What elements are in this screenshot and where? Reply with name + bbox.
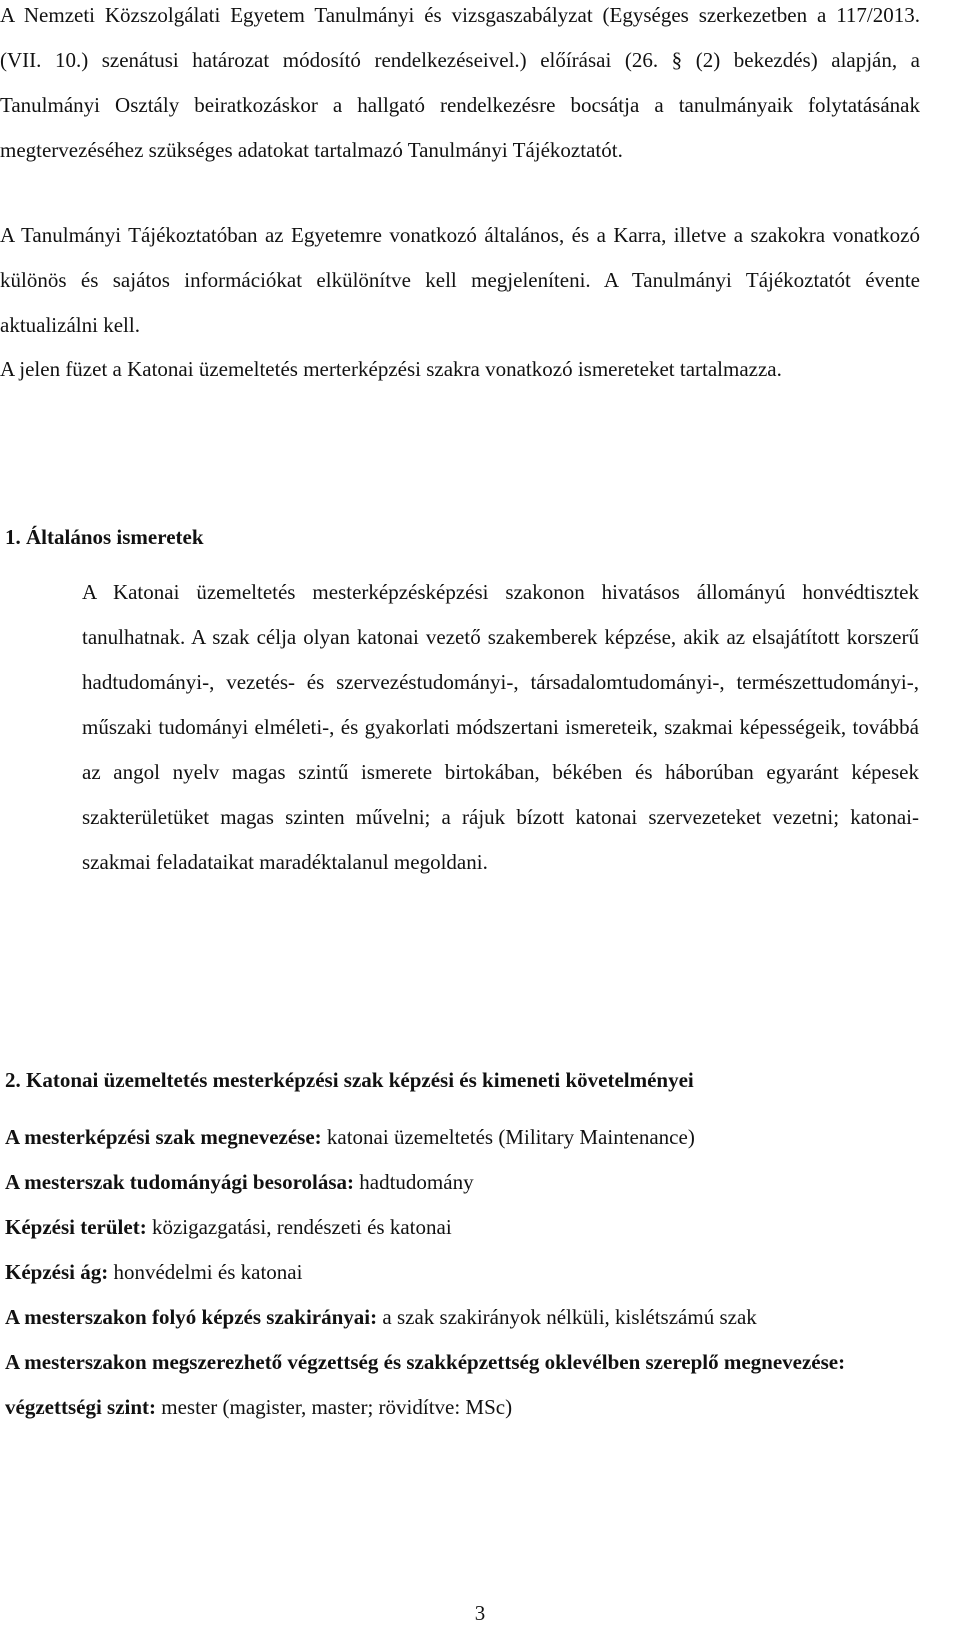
- intro-paragraph-3: [0, 347, 920, 392]
- intro-text-3: A jelen füzet a Katonai üzemeltetés merterképzési szakra vonatkozó ismereteket tartalmazza.: [0, 357, 782, 381]
- section-1-body: [82, 570, 919, 885]
- field-specializations: A mesterszakon folyó képzés szakirányai: a szak szakirányok nélküli, kislétszámú szak: [5, 1305, 757, 1329]
- field-training-branch: Képzési ág: honvédelmi és katonai: [5, 1260, 303, 1284]
- section-1-text: A Katonai üzemeltetés mesterképzésképzési szakonon hivatásos állományú honvédtisztek tanulhatnak. A szak célja olyan katonai vezető szakemberek képzése, akik az elsajátított korszerű hadtudományi-, vezetés- és szervezéstudományi-, társadalomtudományi-, természettudományi-, műszaki tudományi elméleti-, és gyakorlati módszertani ismereteik, szakmai képességeik, továbbá az angol nyelv magas szintű ismerete birtokában, békében és háborúban egyaránt képesek szakterületüket magas szinten művelni; a rájuk bízott katonai szervezeteket vezetni; katonai-szakmai feladataikat maradéktalanul megoldani.: [82, 580, 919, 874]
- section-2-title: 2. Katonai üzemeltetés mesterképzési szak képzési és kimeneti követelményei: [5, 1068, 694, 1092]
- field-degree-level: végzettségi szint: mester (magister, master; rövidítve: MSc): [5, 1395, 513, 1419]
- intro-paragraph-2: [0, 213, 920, 348]
- field-discipline: A mesterszak tudományági besorolása: hadtudomány: [5, 1170, 474, 1194]
- section-2-heading: [5, 1065, 905, 1095]
- intro-text-1: A Nemzeti Közszolgálati Egyetem Tanulmányi és vizsgaszabályzat (Egységes szerkezetben a 117/2013. (VII. 10.) szenátusi határozat módosító rendelkezéseivel.) előírásai (26. § (2) bekezdés) alapján, a Tanulmányi Osztály beiratkozáskor a hallgató rendelkezésre bocsátja a tanulmányaik folytatásának megtervezéséhez szükséges adatokat tartalmazó Tanulmányi Tájékoztatót.: [0, 3, 920, 162]
- section-1-heading: [5, 522, 905, 552]
- field-program-name: A mesterképzési szak megnevezése: katonai üzemeltetés (Military Maintenance): [5, 1125, 695, 1149]
- field-training-area: Képzési terület: közigazgatási, rendészeti és katonai: [5, 1215, 452, 1239]
- section-1-title: 1. Általános ismeretek: [5, 525, 204, 549]
- intro-text-2: A Tanulmányi Tájékoztatóban az Egyetemre vonatkozó általános, és a Karra, illetve a szakokra vonatkozó különös és sajátos információkat elkülönítve kell megjeleníteni. A Tanulmányi Tájékoztatót évente aktualizálni kell.: [0, 223, 920, 337]
- section-2-fields: [5, 1115, 920, 1430]
- intro-paragraph-1: [0, 0, 920, 173]
- field-qualification: A mesterszakon megszerezhető végzettség és szakképzettség oklevélben szereplő megnevezése:: [5, 1350, 846, 1374]
- page-number: 3: [474, 1601, 486, 1625]
